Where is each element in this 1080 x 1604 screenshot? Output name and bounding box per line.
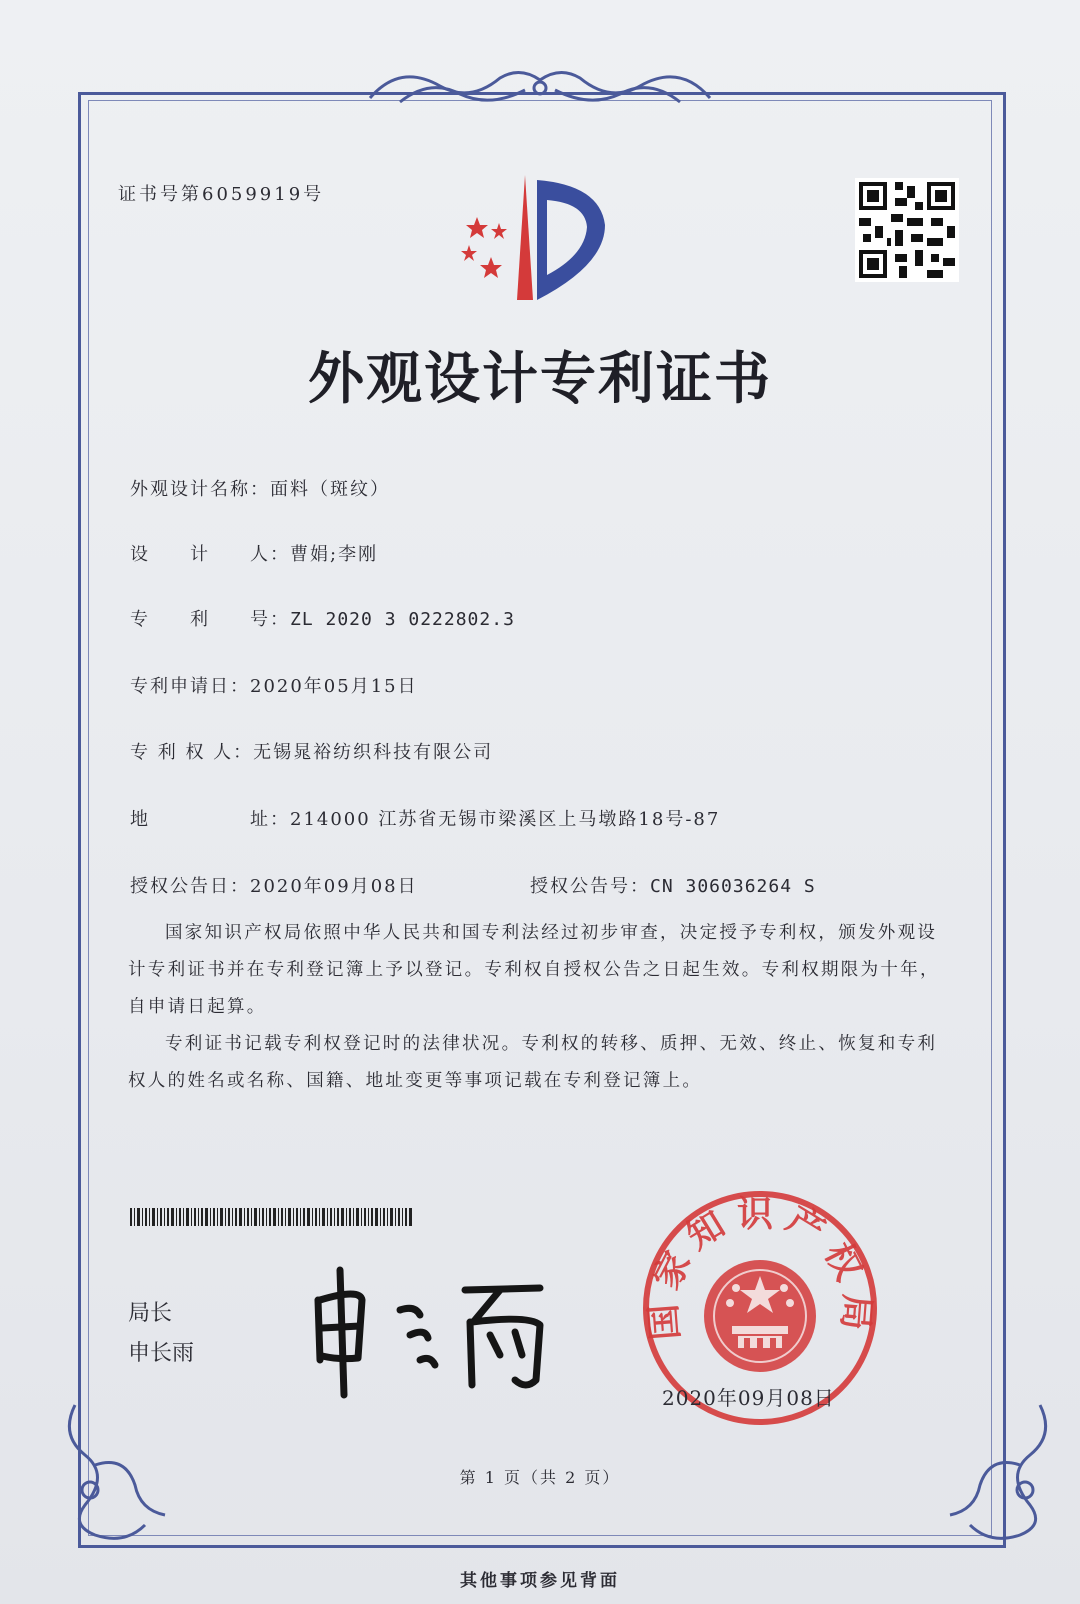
national-emblem-icon	[704, 1260, 816, 1372]
patent-number-row	[130, 605, 515, 631]
grant-paragraph: 国家知识产权局依照中华人民共和国专利法经过初步审查，决定授予专利权，颁发外观设计专利证书并在专利登记簿上予以登记。专利权自授权公告之日起生效。专利权期限为十年，自申请日起算。	[128, 923, 940, 1017]
designer-label: 设 计 人：	[130, 544, 290, 565]
patentee-value: 无锡晁裕纺织科技有限公司	[253, 742, 494, 763]
design-name-label: 外观设计名称：	[130, 479, 270, 500]
footer-note: 其他事项参见背面	[460, 1571, 620, 1591]
address-row	[130, 805, 720, 831]
patent-number-value: ZL 2020 3 0222802.3	[290, 609, 515, 630]
filing-date-label: 专利申请日：	[130, 676, 250, 697]
patent-number-label: 专 利 号：	[130, 609, 290, 630]
page-number: 第 1 页（共 2 页）	[459, 1468, 621, 1487]
address-value: 214000 江苏省无锡市梁溪区上马墩路18号-87	[290, 809, 721, 830]
designer-row	[130, 540, 378, 566]
grant-number-value: CN 306036264 S	[650, 876, 816, 897]
grant-number-row	[530, 872, 816, 898]
patentee-row	[130, 738, 493, 764]
filing-date-value: 2020年05月15日	[250, 676, 418, 697]
qr-code-icon	[855, 178, 959, 282]
legal-status-paragraph: 专利证书记载专利权登记时的法律状况。专利权的转移、质押、无效、终止、恢复和专利权人的姓名或名称、国籍、地址变更等事项记载在专利登记簿上。	[128, 1034, 938, 1091]
grant-number-label: 授权公告号：	[530, 876, 650, 897]
chief-title: 局长	[128, 1301, 173, 1326]
address-label: 地 址：	[130, 809, 290, 830]
seal-date: 2020年09月08日	[662, 1386, 835, 1410]
cnipa-logo-icon	[455, 165, 625, 305]
grant-date-value: 2020年09月08日	[250, 876, 418, 897]
top-ornament-icon	[360, 58, 720, 118]
certificate-title: 外观设计专利证书	[308, 346, 772, 412]
certificate-number: 证书号第6059919号	[118, 184, 325, 205]
barcode-icon	[130, 1208, 412, 1226]
design-name-value: 面料（斑纹）	[270, 479, 390, 500]
chief-name: 申长雨	[128, 1341, 195, 1366]
designer-value: 曹娟;李刚	[290, 544, 379, 565]
grant-date-row	[130, 872, 418, 898]
grant-date-label: 授权公告日：	[130, 876, 250, 897]
filing-date-row	[130, 672, 418, 698]
handwritten-signature	[300, 1260, 570, 1400]
seal-text: 国家知识产权局	[642, 1193, 878, 1342]
patentee-label: 专 利 权 人：	[130, 742, 254, 763]
design-name-row	[130, 475, 390, 501]
